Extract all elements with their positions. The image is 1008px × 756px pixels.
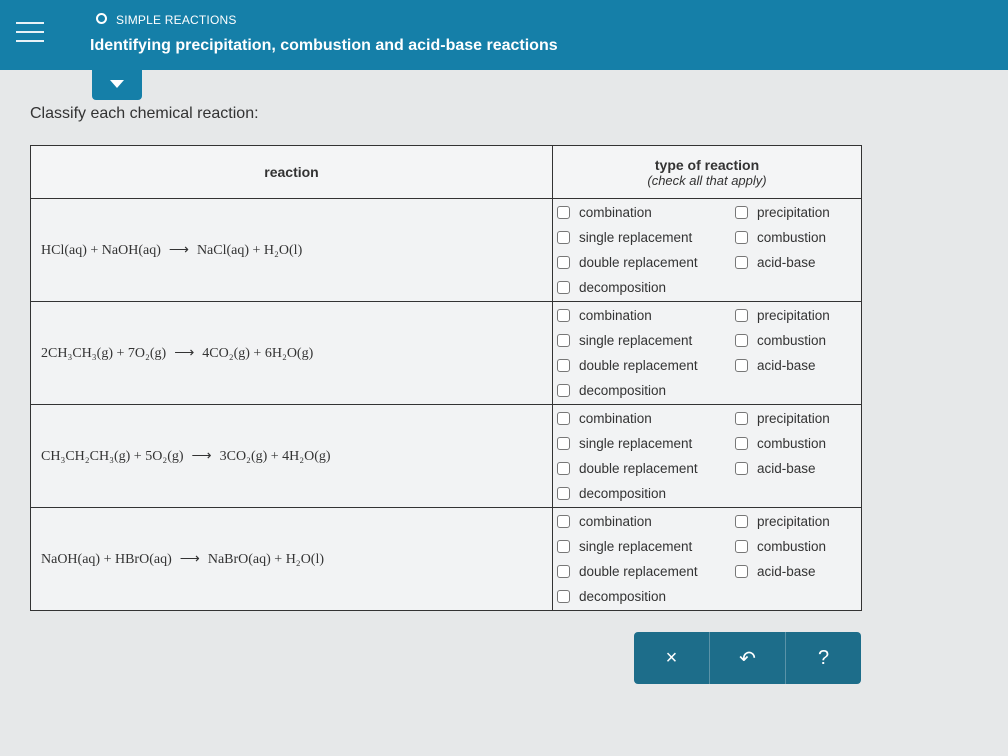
option-acid-base[interactable] — [735, 459, 855, 478]
chevron-down-icon — [110, 80, 124, 88]
checkbox[interactable] — [735, 309, 748, 322]
topic-label: SIMPLE REACTIONS — [116, 13, 237, 27]
reaction-row — [31, 199, 862, 302]
option-single-replacement[interactable] — [557, 228, 735, 247]
top-bar — [0, 0, 1008, 70]
option-combustion[interactable] — [735, 331, 855, 350]
option-precipitation[interactable] — [735, 512, 855, 531]
checkbox[interactable] — [557, 206, 570, 219]
reaction-equation — [31, 199, 553, 302]
type-column-header — [553, 146, 862, 199]
option-label: acid-base — [757, 461, 816, 476]
reaction-type-options — [553, 199, 862, 302]
option-acid-base[interactable] — [735, 562, 855, 581]
checkbox[interactable] — [735, 334, 748, 347]
option-label: combination — [579, 411, 652, 426]
reaction-equation — [31, 302, 553, 405]
option-label: double replacement — [579, 358, 698, 373]
checkbox[interactable] — [557, 384, 570, 397]
checkbox[interactable] — [557, 256, 570, 269]
page-title: Identifying precipitation, combustion and acid-base reactions — [90, 37, 558, 54]
option-decomposition[interactable] — [557, 278, 735, 297]
option-double-replacement[interactable] — [557, 253, 735, 272]
checkbox[interactable] — [735, 515, 748, 528]
option-label: double replacement — [579, 255, 698, 270]
checkbox[interactable] — [735, 437, 748, 450]
option-single-replacement[interactable] — [557, 331, 735, 350]
checkbox[interactable] — [557, 281, 570, 294]
reaction-arrow: ⟶ — [168, 242, 189, 258]
option-label: combustion — [757, 539, 827, 554]
option-combination[interactable] — [557, 409, 735, 428]
checkbox[interactable] — [735, 206, 748, 219]
option-label: combination — [579, 308, 652, 323]
option-combustion[interactable] — [735, 537, 855, 556]
checkbox[interactable] — [557, 359, 570, 372]
option-single-replacement[interactable] — [557, 434, 735, 453]
table-header-row — [31, 146, 862, 199]
reaction-arrow: ⟶ — [191, 448, 212, 464]
reaction-row — [31, 302, 862, 405]
option-decomposition[interactable] — [557, 484, 735, 503]
reaction-row — [31, 405, 862, 508]
checkbox[interactable] — [735, 565, 748, 578]
hamburger-menu-icon[interactable] — [16, 22, 44, 44]
checkbox[interactable] — [735, 231, 748, 244]
checkbox[interactable] — [557, 565, 570, 578]
option-decomposition[interactable] — [557, 587, 735, 606]
reaction-reactants: HCl(aq) + NaOH(aq) — [41, 242, 161, 258]
option-label: combustion — [757, 436, 827, 451]
option-precipitation[interactable] — [735, 203, 855, 222]
checkbox[interactable] — [557, 231, 570, 244]
expand-toggle-button[interactable] — [92, 70, 142, 100]
option-label: acid-base — [757, 358, 816, 373]
option-combination[interactable] — [557, 203, 735, 222]
option-combustion[interactable] — [735, 228, 855, 247]
topic-status-icon — [96, 13, 107, 24]
option-label: precipitation — [757, 411, 830, 426]
checkbox[interactable] — [557, 515, 570, 528]
reaction-row — [31, 508, 862, 611]
option-label: combination — [579, 514, 652, 529]
option-label: precipitation — [757, 205, 830, 220]
option-decomposition[interactable] — [557, 381, 735, 400]
option-label: acid-base — [757, 564, 816, 579]
help-button[interactable]: ? — [785, 632, 861, 684]
option-double-replacement[interactable] — [557, 356, 735, 375]
option-label: single replacement — [579, 333, 693, 348]
option-combination[interactable] — [557, 512, 735, 531]
option-label: double replacement — [579, 461, 698, 476]
checkbox[interactable] — [557, 412, 570, 425]
checkbox[interactable] — [557, 462, 570, 475]
reaction-products: 4CO₂(g) + 6H₂O(g) — [202, 345, 314, 361]
option-double-replacement[interactable] — [557, 562, 735, 581]
reaction-table — [30, 145, 862, 611]
reaction-products: NaBrO(aq) + H₂O(l) — [207, 551, 325, 567]
reaction-reactants: NaOH(aq) + HBrO(aq) — [41, 551, 172, 567]
option-label: combination — [579, 205, 652, 220]
reaction-arrow: ⟶ — [179, 551, 200, 567]
option-label: single replacement — [579, 436, 693, 451]
option-single-replacement[interactable] — [557, 537, 735, 556]
option-label: decomposition — [579, 486, 667, 501]
checkbox[interactable] — [735, 412, 748, 425]
option-combination[interactable] — [557, 306, 735, 325]
option-label: combustion — [757, 333, 827, 348]
reaction-reactants: CH₃CH₂CH₃(g) + 5O₂(g) — [41, 448, 184, 464]
reaction-equation — [31, 405, 553, 508]
checkbox[interactable] — [735, 540, 748, 553]
option-label: single replacement — [579, 230, 693, 245]
option-label: combustion — [757, 230, 827, 245]
option-label: decomposition — [579, 280, 667, 295]
reaction-arrow: ⟶ — [174, 345, 195, 361]
option-acid-base[interactable] — [735, 253, 855, 272]
option-combustion[interactable] — [735, 434, 855, 453]
reaction-reactants: 2CH₃CH₃(g) + 7O₂(g) — [41, 345, 167, 361]
option-label: precipitation — [757, 514, 830, 529]
option-label: decomposition — [579, 383, 667, 398]
option-label: precipitation — [757, 308, 830, 323]
clear-button[interactable]: × — [665, 646, 678, 669]
reaction-type-options — [553, 508, 862, 611]
option-acid-base[interactable] — [735, 356, 855, 375]
checkbox[interactable] — [557, 309, 570, 322]
reaction-equation — [31, 508, 553, 611]
type-column-title: type of reaction — [654, 156, 760, 173]
checkbox[interactable] — [557, 334, 570, 347]
undo-button[interactable]: ↶ — [709, 632, 785, 684]
checkbox[interactable] — [557, 487, 570, 500]
question-prompt: Classify each chemical reaction: — [30, 105, 259, 122]
option-precipitation[interactable] — [735, 409, 855, 428]
checkbox[interactable] — [557, 437, 570, 450]
checkbox[interactable] — [735, 256, 748, 269]
option-double-replacement[interactable] — [557, 459, 735, 478]
reaction-type-options — [553, 302, 862, 405]
reaction-type-options — [553, 405, 862, 508]
option-label: acid-base — [757, 255, 816, 270]
type-column-subtitle: (check all that apply) — [647, 172, 767, 188]
checkbox[interactable] — [735, 359, 748, 372]
action-bar — [634, 632, 861, 684]
option-label: single replacement — [579, 539, 693, 554]
checkbox[interactable] — [735, 462, 748, 475]
checkbox[interactable] — [557, 590, 570, 603]
reaction-products: NaCl(aq) + H₂O(l) — [196, 242, 303, 258]
option-label: decomposition — [579, 589, 667, 604]
option-label: double replacement — [579, 564, 698, 579]
option-precipitation[interactable] — [735, 306, 855, 325]
checkbox[interactable] — [557, 540, 570, 553]
reaction-products: 3CO₂(g) + 4H₂O(g) — [219, 448, 331, 464]
reaction-column-header: reaction — [31, 146, 553, 199]
